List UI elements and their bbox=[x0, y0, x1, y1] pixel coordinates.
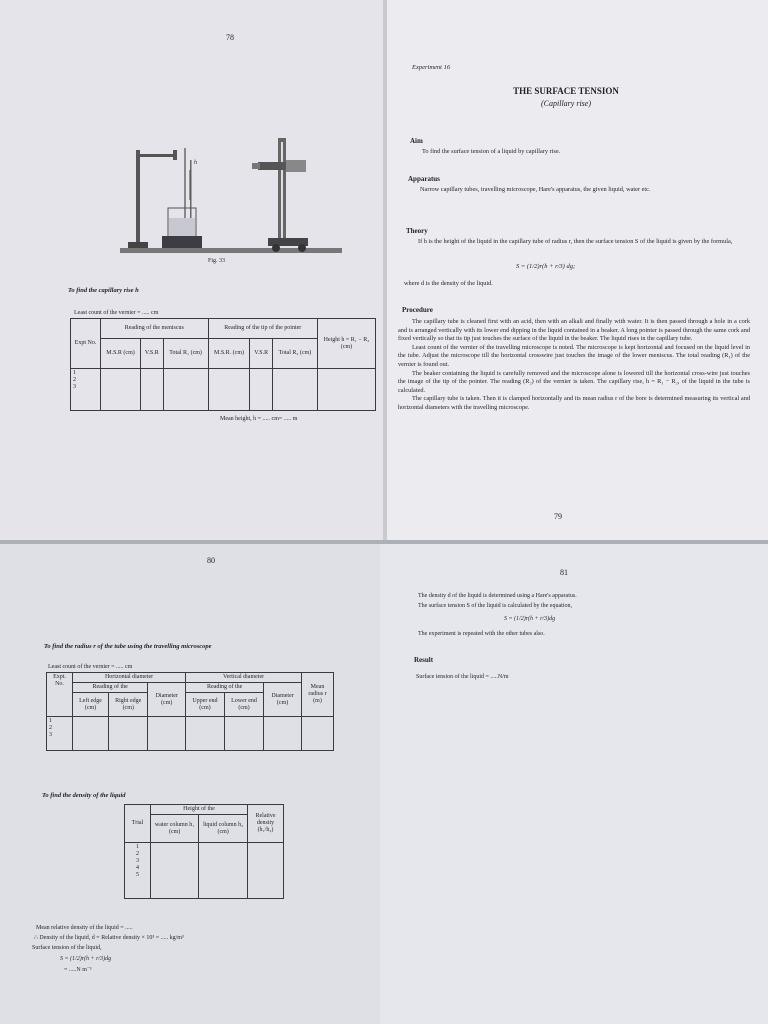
row-number: 3 bbox=[73, 384, 76, 390]
result-text: Surface tension of the liquid = .....N/m bbox=[416, 674, 509, 680]
procedure-paragraph: The capillary tube is cleaned first with an acid, then with an alkali and finally with water. It is then passed through a hole in a cork and is arranged vertically with its lower end dipping in the liquid contained in a beaker. A long pointer is passed through the same cork and fixed vertically so that its tip just touches the surface of the liquid in the beaker. The liquid rises in the capillary tube. bbox=[398, 318, 750, 343]
header-expt-no: Expt No. bbox=[71, 319, 101, 369]
page-80 bbox=[0, 542, 380, 1024]
apparatus-text: Narrow capillary tubes, travelling microscope, Hare's apparatus, the given liquid, water etc. bbox=[420, 186, 651, 193]
procedure-body bbox=[398, 318, 750, 413]
header-total-2: Total R₂ (cm) bbox=[272, 339, 317, 369]
row-number: 1 bbox=[49, 718, 52, 724]
header-upper-end: Upper end (cm) bbox=[186, 693, 225, 717]
figure-base bbox=[120, 248, 342, 253]
mean-height-line: Mean height, h = ..... cm= ..... m bbox=[220, 416, 298, 422]
header-vsr-2: V.S.R bbox=[250, 339, 273, 369]
theory-formula: S = (1/2)r(h + r/3) dg; bbox=[516, 263, 576, 270]
stand-rod bbox=[136, 150, 140, 248]
header-relative-density: Relative density (h₁/h₂) bbox=[248, 805, 284, 843]
apparatus-heading: Apparatus bbox=[408, 175, 440, 183]
header-meniscus: Reading of the meniscus bbox=[101, 319, 209, 339]
header-expt-no: Expt. No. bbox=[47, 673, 73, 717]
surface-tension-text: The surface tension S of the liquid is calculated by the equation, bbox=[418, 603, 572, 609]
surface-tension-formula: S = (1/2)r(h + r/3)dg bbox=[504, 616, 556, 622]
capillary-tube bbox=[184, 148, 186, 220]
header-liquid-column: liquid column h₂ (cm) bbox=[199, 815, 248, 843]
book-spine bbox=[383, 0, 387, 542]
header-right-edge: Right edge (cm) bbox=[109, 693, 148, 717]
microscope-tube bbox=[258, 162, 286, 170]
aim-text: To find the surface tension of a liquid by capillary rise. bbox=[422, 148, 561, 155]
row-number: 5 bbox=[136, 872, 139, 878]
table-row bbox=[71, 369, 376, 411]
procedure-paragraph: Least count of the vernier of the travelling microscope is noted. The microscope is kept horizontal and focused on the liquid level in the tube. Adjust the microscope till the horizontal crosswire just touches the image of the lower meniscus. The total reading (R₁) of the vernier is found out. bbox=[398, 343, 750, 368]
least-count-line: Least count of the vernier = ..... cm bbox=[74, 310, 159, 316]
header-lower-end: Lower end (cm) bbox=[224, 693, 263, 717]
page-subtitle: (Capillary rise) bbox=[541, 99, 591, 108]
page-number: 78 bbox=[226, 33, 234, 42]
density-line: ∴ Density of the liquid, d = Relative density × 10³ = ..... kg/m³ bbox=[34, 935, 184, 941]
capillary-rise-table bbox=[70, 318, 376, 411]
clamp-arm bbox=[136, 154, 176, 157]
beaker-stand bbox=[162, 236, 202, 248]
capillary-rise-apparatus-figure bbox=[118, 130, 348, 265]
header-msr-2: M.S.R. (cm) bbox=[208, 339, 250, 369]
page-78 bbox=[0, 0, 386, 542]
header-left-edge: Left edge (cm) bbox=[73, 693, 109, 717]
page-79 bbox=[386, 0, 768, 542]
mean-relative-density: Mean relative density of the liquid = ..... bbox=[36, 925, 133, 931]
procedure-paragraph: The capillary tube is taken. Then it is clamped horizontally and its mean radius r of the bore is determined measuring its vertical and horizontal diameters with the travelling microscope. bbox=[398, 395, 750, 411]
row-number: 3 bbox=[136, 858, 139, 864]
repeat-text: The experiment is repeated with the other tubes also. bbox=[418, 631, 545, 637]
header-height-of-the: Height of the bbox=[151, 805, 248, 815]
theory-text: If h is the height of the liquid in the capillary tube of radius r, then the surface tension S of the liquid is given by the formula, bbox=[418, 238, 733, 245]
page-number: 81 bbox=[560, 568, 568, 577]
header-horizontal: Horizontal diameter bbox=[73, 673, 186, 683]
header-reading-h: Reading of the bbox=[73, 683, 148, 693]
radius-table bbox=[46, 672, 334, 751]
surface-tension-formula: S = (1/2)r(h + r/3)dg bbox=[60, 956, 112, 962]
header-water-column: water column h₁ (cm) bbox=[151, 815, 199, 843]
experiment-label: Experiment 16 bbox=[412, 64, 451, 71]
result-heading: Result bbox=[414, 656, 434, 664]
header-vertical: Vertical diameter bbox=[186, 673, 302, 683]
table-row bbox=[125, 843, 284, 899]
header-reading-v: Reading of the bbox=[186, 683, 264, 693]
header-diameter-h: Diameter (cm) bbox=[148, 683, 186, 717]
density-text: The density d of the liquid is determined using a Hare's apparatus. bbox=[418, 593, 577, 599]
page-title: THE SURFACE TENSION bbox=[513, 86, 619, 96]
aim-heading: Aim bbox=[410, 137, 423, 145]
row-number: 1 bbox=[136, 844, 139, 850]
header-trial: Trial bbox=[125, 805, 151, 843]
theory-heading: Theory bbox=[406, 227, 428, 235]
theory-where: where d is the density of the liquid. bbox=[404, 280, 493, 287]
page-divider bbox=[0, 540, 768, 544]
row-number: 4 bbox=[136, 865, 139, 871]
row-number: 2 bbox=[49, 725, 52, 731]
figure-height-label: h bbox=[194, 160, 197, 166]
header-diameter-v: Diameter (cm) bbox=[264, 683, 302, 717]
row-number: 2 bbox=[73, 377, 76, 383]
page-number: 79 bbox=[554, 512, 562, 521]
surface-tension-line: Surface tension of the liquid, bbox=[32, 945, 102, 951]
radius-section-title: To find the radius r of the tube using the travelling microscope bbox=[44, 643, 212, 650]
least-count-line: Least count of the vernier = ..... cm bbox=[48, 664, 133, 670]
page-81 bbox=[380, 542, 768, 1024]
page-number: 80 bbox=[207, 556, 215, 565]
density-section-title: To find the density of the liquid bbox=[42, 792, 126, 799]
row-number: 2 bbox=[136, 851, 139, 857]
header-total-1: Total R₁ (cm) bbox=[163, 339, 208, 369]
procedure-heading: Procedure bbox=[402, 306, 433, 314]
row-number: 3 bbox=[49, 732, 52, 738]
header-pointer: Reading of the tip of the pointer bbox=[208, 319, 317, 339]
header-mean-radius: Mean radius r (m) bbox=[302, 673, 334, 717]
header-vsr-1: V.S.R bbox=[141, 339, 164, 369]
table-row bbox=[47, 717, 334, 751]
header-msr-1: M.S.R (cm) bbox=[101, 339, 141, 369]
row-number: 1 bbox=[73, 370, 76, 376]
header-height: Height h = R₁ − R₂ (cm) bbox=[318, 319, 376, 369]
figure-caption: Fig. 33 bbox=[208, 258, 226, 264]
procedure-paragraph: The beaker containing the liquid is carefully removed and the microscope alone is lowered till the horizontal cross-wire just touches the image of the tip of the pointer. The reading (R₂) of the vernier is taken. The capillary rise, h = R₁ − R₂, of the liquid in the tube is calculated. bbox=[398, 369, 750, 394]
surface-tension-value: = .....N m⁻¹ bbox=[64, 967, 92, 973]
density-table bbox=[124, 804, 284, 899]
section-title: To find the capillary rise h bbox=[68, 287, 139, 294]
